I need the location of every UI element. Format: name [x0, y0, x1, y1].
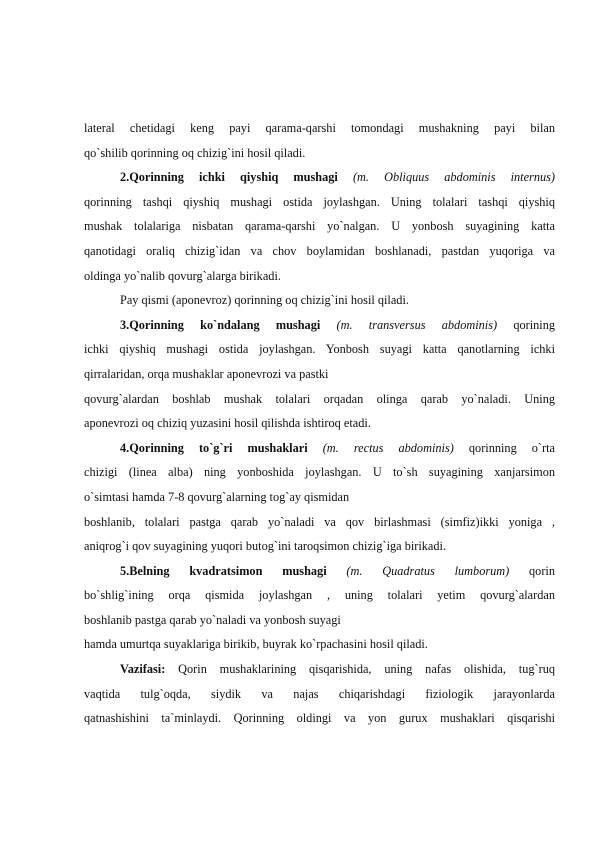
text-line [84, 608, 555, 633]
body-text: bo`shlig`ining orqa qismida joylashgan , uning tolalari yetim qovurg`alardan [84, 588, 555, 603]
text-line [84, 436, 555, 461]
body-text: qorinning o`rta [453, 440, 555, 455]
text-line [84, 485, 555, 510]
body-text: lateral chetidagi keng payi qarama-qarshi tomondagi mushakning payi bilan [84, 121, 555, 135]
body-text: oldinga yo`nalib qovurg`alarga birikadi. [84, 268, 281, 283]
body-text: hamda umurtqa suyaklariga birikib, buyrak ko`rpachasini hosil qiladi. [84, 637, 428, 652]
body-text [308, 441, 323, 455]
body-text: chizigi (linea alba) ning yonboshida joylashgan. U to`sh suyagining xanjarsimon [84, 465, 555, 480]
text-line [84, 682, 555, 707]
text-line [84, 362, 555, 387]
body-text: qovurg`alardan boshlab mushak tolalari orqadan olinga qarab yo`naladi. Uning [84, 391, 555, 406]
text-line [84, 165, 555, 190]
text-line [84, 239, 555, 264]
body-text [327, 564, 347, 578]
text-line [84, 337, 555, 362]
body-text: boshlanib pastga qarab yo`naladi va yonbosh suyagi [84, 612, 341, 627]
body-text: qatnashishini ta`minlaydi. Qorinning oldingi va yon gurux mushaklari qisqarishi [84, 711, 555, 726]
body-text: ichki qiyshiq mushagi ostida joylashgan. Yonbosh suyagi katta qanotlarning ichki [84, 342, 555, 357]
body-text [320, 318, 336, 332]
body-text: qanotidagi oraliq chizig`idan va chov boylamidan boshlanadi, pastdan yuqoriga va [84, 243, 555, 258]
bold-heading-text: 3.Qorinning ko`ndalang mushagi [120, 317, 321, 332]
text-line [84, 116, 555, 141]
body-text: qo`shilib qorinning oq chizig`ini hosil qiladi. [84, 145, 306, 160]
bold-heading-text: Vazifasi: [120, 662, 166, 677]
text-line [84, 313, 555, 338]
latin-term-text: (m. Obliquus abdominis internus) [352, 170, 555, 185]
latin-term-text: (m. transversus abdominis) [336, 317, 498, 332]
text-line [84, 288, 555, 313]
body-text: vaqtida tulg`oqda, siydik va najas chiqarishdagi fiziologik jarayonlarda [84, 686, 555, 701]
body-text: o`simtasi hamda 7-8 qovurg`alarning tog`ay qismidan [84, 489, 350, 504]
body-text: boshlanib, tolalari pastga qarab yo`naladi va qov birlashmasi (simfiz)ikki yoniga , [84, 514, 555, 529]
body-text: qirralaridan, orqa mushaklar aponevrozi va pastki [84, 366, 329, 381]
text-line [84, 534, 555, 559]
latin-term-text: (m. Quadratus lumborum) [346, 563, 510, 578]
text-line [84, 657, 555, 682]
body-text: aponevrozi oq chiziq yuzasini hosil qilishda ishtiroq etadi. [84, 416, 371, 431]
text-line [84, 632, 555, 657]
text-line [84, 141, 555, 166]
text-line [84, 190, 555, 215]
text-line [84, 264, 555, 289]
text-line [84, 559, 555, 584]
bold-heading-text: 5.Belning kvadratsimon mushagi [120, 563, 327, 578]
body-text: mushak tolalariga nisbatan qarama-qarshi yo`nalgan. U yonbosh suyagining katta [84, 219, 555, 234]
text-line [84, 387, 555, 412]
body-text: qorinning tashqi qiyshiq mushagi ostida joylashgan. Uning tolalari tashqi qiyshiq [84, 194, 555, 209]
text-line [84, 706, 555, 731]
body-text: qorining [497, 317, 555, 332]
body-text: aniqrog`i qov suyagining yuqori butog`ini taroqsimon chizig`iga birikadi. [84, 539, 447, 554]
text-line [84, 583, 555, 608]
body-text [338, 170, 353, 184]
body-text: Qorin mushaklarining qisqarishida, uning nafas olishida, tug`ruq [165, 662, 555, 677]
text-line [84, 460, 555, 485]
bold-heading-text: 2.Qorinning ichki qiyshiq mushagi [120, 170, 338, 185]
body-text: qorin [509, 563, 555, 578]
latin-term-text: (m. rectus abdominis) [322, 440, 454, 455]
text-line [84, 411, 555, 436]
body-text: Pay qismi (aponevroz) qorinning oq chizig`ini hosil qiladi. [120, 293, 409, 308]
text-line [84, 214, 555, 239]
bold-heading-text: 4.Qorinning to`g`ri mushaklari [120, 440, 308, 455]
text-line [84, 510, 555, 535]
document-page [84, 116, 555, 731]
